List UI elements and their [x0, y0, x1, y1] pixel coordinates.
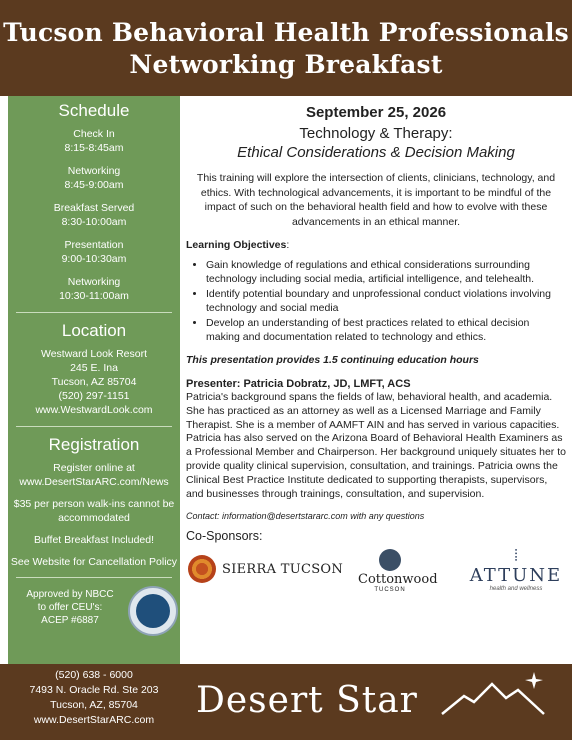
list-item: • Identify potential boundary and unprofessional conduct violations involving technology and social media: [206, 288, 566, 315]
intro-paragraph: This training will explore the intersection of clients, clinicians, technology, and ethics. With technological advancements, it is important to be mindful of the impact of such on the behavioral health field and how to evolve with these advancements in an ethical manner.: [196, 172, 556, 228]
cottonwood-logo: [358, 549, 438, 594]
objectives-heading: Learning Objectives:: [186, 239, 290, 251]
desert-star-brand: Desert Star: [196, 680, 418, 721]
approval-text: [14, 588, 126, 627]
schedule-time: 8:45-9:00am: [64, 179, 124, 191]
sierra-tucson-logo: [188, 555, 343, 583]
contact-email[interactable]: Contact: information@desertstararc.com with any questions: [186, 511, 425, 522]
footer-website-link[interactable]: www.DesertStarARC.com: [33, 714, 155, 726]
presenter-name: Presenter: Patricia Dobratz, JD, LMFT, ACS: [186, 378, 411, 390]
list-item: • Gain knowledge of regulations and ethical considerations surrounding technology including social media, artificial intelligence, and telehealth.: [206, 259, 566, 286]
schedule-time: 8:30-10:00am: [61, 216, 127, 228]
schedule-heading: Schedule: [58, 101, 130, 120]
venue-street: 245 E. Ina: [70, 362, 118, 374]
list-item: • Develop an understanding of best practices related to ethical decision making and documentation related to technology and ethics.: [206, 317, 566, 344]
schedule-label: Presentation: [64, 239, 124, 251]
schedule-label: Check In: [73, 128, 115, 140]
footer-phone: (520) 638 - 6000: [55, 669, 133, 681]
divider: [16, 426, 172, 427]
footer-banner: [0, 664, 572, 740]
signal-bars-icon: ⦙: [514, 548, 518, 566]
sierra-tucson-name: SIERRA TUCSON: [222, 561, 344, 577]
schedule-label: Breakfast Served: [53, 202, 135, 214]
event-date: September 25, 2026: [305, 104, 447, 121]
presenter-bio: Patricia's background spans the fields of law, behavioral health, and academia. She has practiced as an attorney as well as a Licensed Marriage and Family Therapist. She is a member of AAMFT AIN and has served in various capacities. Patricia has also served on the Arizona Board of Behavioral Health Examiners as a Professional Member and Chairperson. Her background uniquely situates her to provide quality clinical supervision, consultation, and trainings. Patricia owns the Clinical Best Practice Institute dedicated to supporting therapists, supervisors, and businesses through trainings, consultation, and supervision.: [186, 391, 566, 500]
sponsor-logos: [186, 549, 566, 599]
location-block: [8, 347, 180, 417]
header-banner: [0, 0, 572, 96]
globe-icon: [136, 594, 170, 628]
cosponsors-heading: Co-Sponsors:: [186, 529, 263, 544]
footer-address-city: Tucson, AZ, 85704: [50, 699, 138, 711]
mountain-star-icon: [440, 670, 550, 720]
event-title-line2: Networking Breakfast: [129, 50, 443, 79]
divider: [16, 577, 172, 578]
cancellation-note: See Website for Cancellation Policy: [10, 556, 178, 568]
approval-line: ACEP #6887: [41, 615, 99, 626]
attune-logo: [466, 549, 566, 592]
ce-credits: This presentation provides 1.5 continuing education hours: [186, 354, 479, 366]
approval-line: Approved by NBCC: [26, 589, 114, 600]
schedule-time: 10:30-11:00am: [59, 290, 129, 302]
objectives-list: [186, 259, 566, 344]
objectives-title: Learning Objectives: [186, 239, 287, 251]
nbcc-seal-icon: [128, 586, 178, 636]
divider: [16, 312, 172, 313]
attune-subtitle: health and wellness: [489, 586, 543, 593]
breakfast-note: Buffet Breakfast Included!: [33, 534, 155, 546]
schedule-item: [8, 127, 180, 155]
approval-block: [8, 586, 180, 646]
schedule-label: Networking: [67, 276, 121, 288]
schedule-label: Networking: [67, 165, 121, 177]
register-online-link[interactable]: Register online at www.DesertStarARC.com/News: [19, 462, 169, 488]
schedule-item: [8, 238, 180, 266]
registration-heading: Registration: [48, 435, 140, 454]
schedule-item: [8, 275, 180, 303]
cottonwood-name: Cottonwood: [358, 572, 438, 588]
venue-name: Westward Look Resort: [40, 348, 147, 360]
footer-contact: [8, 668, 180, 728]
approval-line: to offer CEU's:: [37, 602, 103, 613]
tree-icon: [379, 549, 401, 571]
cottonwood-subtitle: TUCSON: [374, 587, 406, 594]
main-content: [186, 100, 566, 599]
venue-phone: (520) 297-1151: [58, 390, 130, 402]
venue-city: Tucson, AZ 85704: [51, 376, 137, 388]
event-title-line1: Tucson Behavioral Health Professionals: [3, 18, 569, 47]
location-heading: Location: [61, 321, 127, 340]
schedule-item: [8, 164, 180, 192]
sidebar: [8, 96, 180, 664]
price-note: $35 per person walk-ins cannot be accommodated: [13, 498, 175, 524]
schedule-time: 9:00-10:30am: [61, 253, 127, 265]
schedule-item: [8, 201, 180, 229]
presentation-title: Technology & Therapy:: [299, 125, 453, 142]
footer-address-street: 7493 N. Oracle Rd. Ste 203: [29, 684, 159, 696]
venue-website-link[interactable]: www.WestwardLook.com: [35, 404, 153, 416]
presentation-subtitle: Ethical Considerations & Decision Making: [237, 144, 515, 161]
sun-icon: [188, 555, 216, 583]
attune-name: ATTUNE: [469, 565, 563, 587]
schedule-time: 8:15-8:45am: [64, 142, 124, 154]
